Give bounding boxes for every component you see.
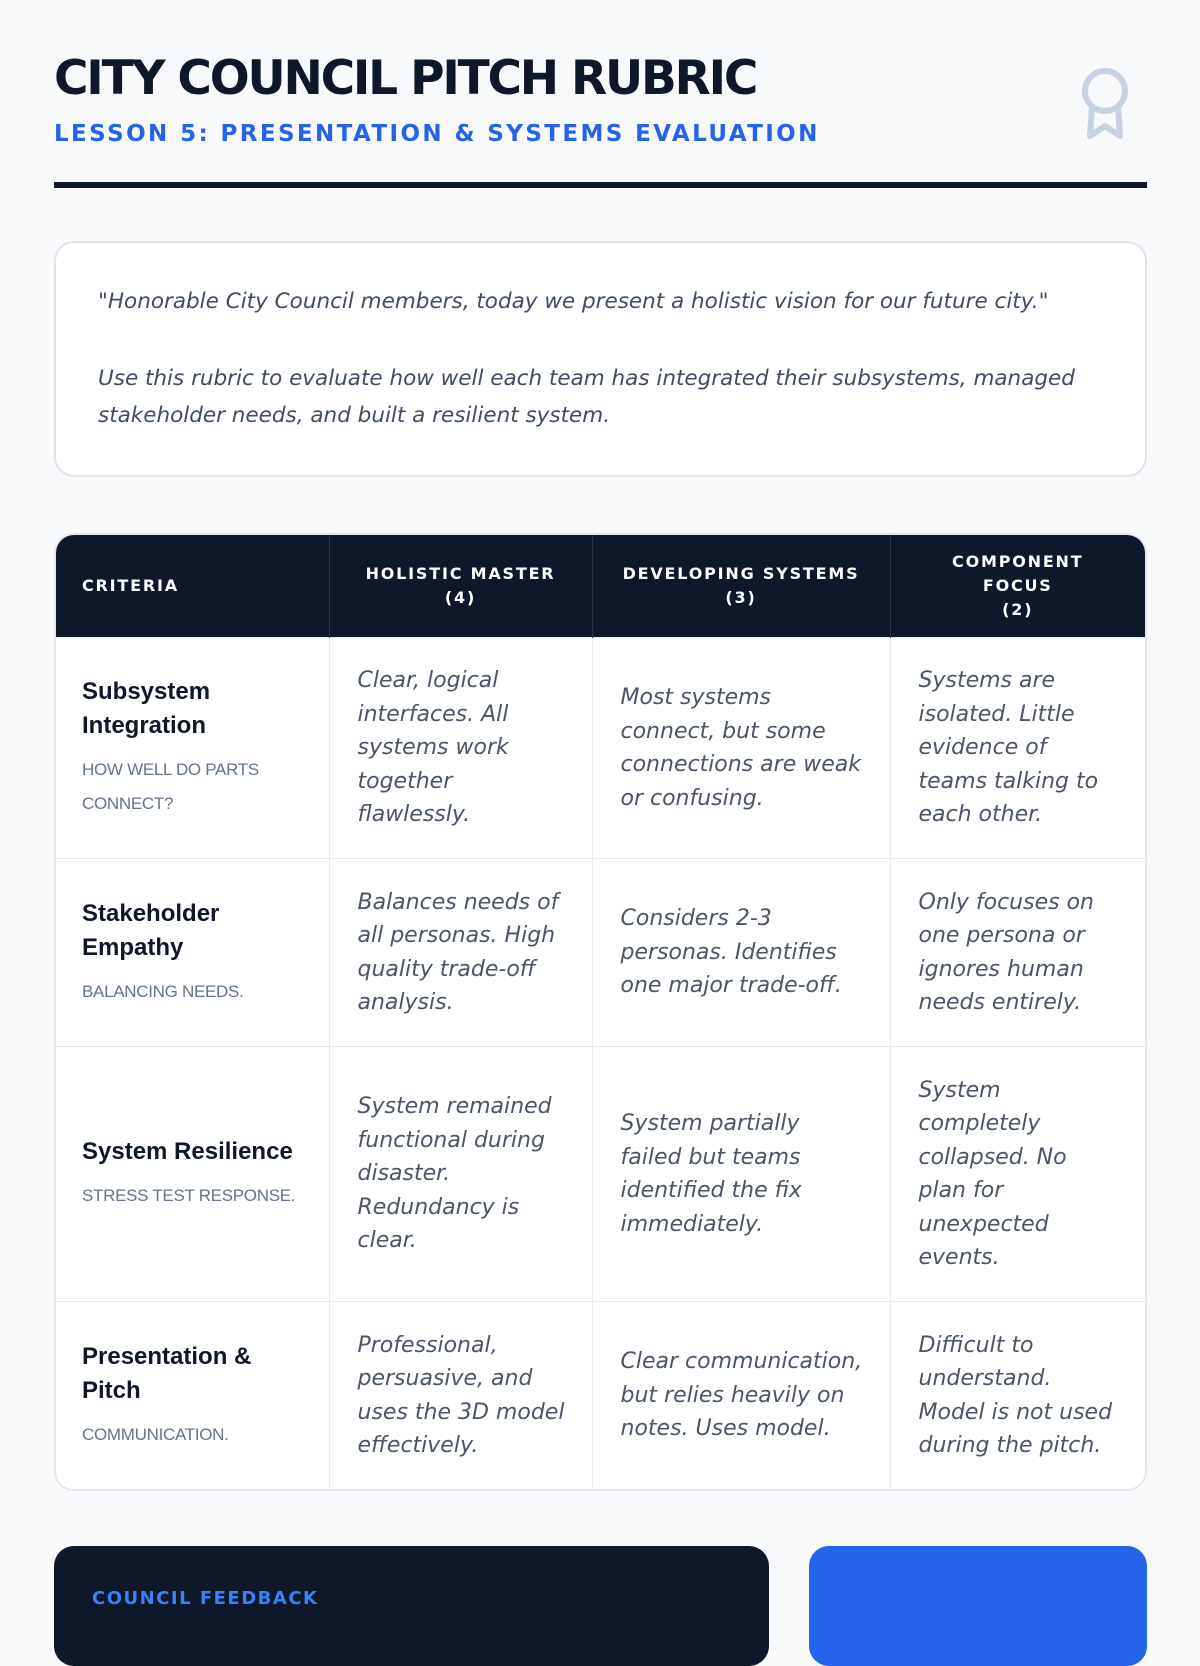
holistic-cell: System remained functional during disaster. Redundancy is clear. — [329, 1047, 592, 1302]
holistic-cell: Balances needs of all personas. High quality trade-off analysis. — [329, 859, 592, 1047]
criteria-subtitle: STRESS TEST RESPONSE. — [82, 1186, 296, 1205]
component-cell: System completely collapsed. No plan for unexpected events. — [890, 1047, 1145, 1302]
criteria-name: Subsystem Integration — [82, 678, 211, 739]
award-ribbon-icon — [1079, 66, 1131, 142]
table-row — [56, 638, 1145, 859]
criteria-cell — [56, 859, 329, 1047]
table-row — [56, 859, 1145, 1047]
criteria-cell — [56, 1047, 329, 1302]
holistic-cell: Professional, persuasive, and uses the 3D model effectively. — [329, 1302, 592, 1490]
header-holistic-master: HOLISTIC MASTER (4) — [329, 535, 592, 638]
criteria-cell — [56, 638, 329, 859]
component-cell: Only focuses on one persona or ignores human needs entirely. — [890, 859, 1145, 1047]
score-box — [809, 1546, 1147, 1666]
rubric-table — [54, 533, 1147, 1491]
holistic-cell: Clear, logical interfaces. All systems work together flawlessly. — [329, 638, 592, 859]
criteria-name: Stakeholder Empathy — [82, 899, 220, 961]
criteria-name: Presentation & Pitch — [82, 1342, 252, 1404]
criteria-subtitle: COMMUNICATION. — [82, 1424, 229, 1444]
developing-cell: Most systems connect, but some connections are weak or confusing. — [592, 638, 890, 859]
developing-cell: System partially failed but teams identified the fix immediately. — [592, 1047, 890, 1302]
page-header — [54, 0, 1147, 188]
component-cell: Systems are isolated. Little evidence of teams talking to each other. — [890, 638, 1145, 859]
header-developing-systems: DEVELOPING SYSTEMS (3) — [592, 535, 890, 638]
table-header-row — [56, 535, 1145, 638]
rubric-page — [54, 0, 1147, 1609]
intro-quote: "Honorable City Council members, today we present a holistic vision for our future city." — [98, 289, 1049, 314]
header-criteria: CRITERIA — [56, 535, 329, 638]
intro-instructions: Use this rubric to evaluate how well each team has integrated their subsystems, managed stakeholder needs, and built a resilient system. — [98, 366, 1075, 428]
council-feedback-label: COUNCIL FEEDBACK — [92, 1588, 319, 1609]
page-title: CITY COUNCIL PITCH RUBRIC — [54, 51, 757, 106]
criteria-subtitle: BALANCING NEEDS. — [82, 981, 244, 1001]
criteria-cell — [56, 1302, 329, 1490]
lesson-subtitle: LESSON 5: PRESENTATION & SYSTEMS EVALUATION — [54, 121, 820, 147]
intro-card — [54, 241, 1147, 477]
table-row — [56, 1047, 1145, 1302]
council-feedback-box — [54, 1546, 769, 1666]
criteria-subtitle: HOW WELL DO PARTS CONNECT? — [82, 760, 259, 813]
developing-cell: Clear communication, but relies heavily on notes. Uses model. — [592, 1302, 890, 1490]
developing-cell: Considers 2-3 personas. Identifies one major trade-off. — [592, 859, 890, 1047]
component-cell: Difficult to understand. Model is not used during the pitch. — [890, 1302, 1145, 1490]
criteria-name: System Resilience — [82, 1138, 293, 1165]
table-row — [56, 1302, 1145, 1490]
header-component-focus: COMPONENT FOCUS (2) — [890, 535, 1145, 638]
